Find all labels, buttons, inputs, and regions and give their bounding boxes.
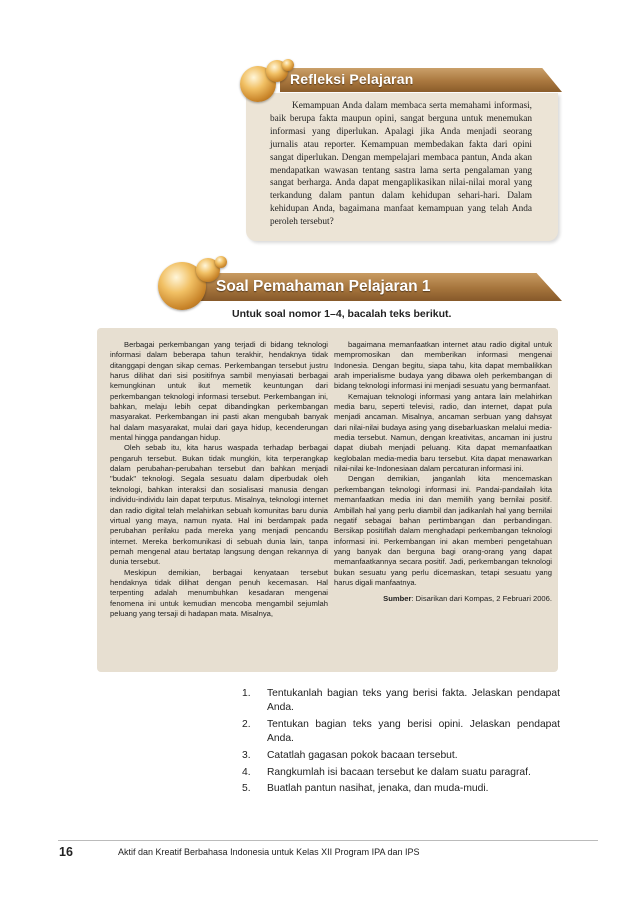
- question-item: [242, 782, 560, 796]
- question-text: Rangkumlah isi bacaan tersebut ke dalam suatu paragraf.: [267, 766, 531, 778]
- question-text: Tentukanlah bagian teks yang berisi fakta. Jelaskan pendapat Anda.: [267, 688, 560, 713]
- question-number: 5.: [242, 783, 251, 795]
- reading-paragraph: bagaimana memanfaatkan internet atau radio digital untuk mempromosikan dan memberikan informasi mengenai Indonesia. Dengan begitu, siapa tahu, kita dapat membalikkan arah imperialisme budaya yang dibawa oleh perkembangan di bidang teknologi informasi ini menjadi sesuatu yang bermanfaat.: [334, 340, 552, 391]
- reading-column-left: [110, 340, 328, 619]
- question-item: [242, 718, 560, 746]
- reading-paragraph: Dengan demikian, janganlah kita mencemaskan perkembangan teknologi informasi ini. Pandai-pandailah kita memanfaatkan media ini dan memilih yang bernilai positif. Ambillah hal yang perlu diambil dan jadikanlah hal yang bernilai negatif sebagai bahan pertimbangan dan perbandingan. Bersikap positiflah dalam menghadapi perkembangan teknologi informasi ini. Perkembangan ini akan memberi pengetahuan yang banyak dan berguna bagi orang-orang yang dapat memanfaatkannya secara positif. Jadi, perkembangan teknologi bukan sesuatu yang perlu dicemaskan, tetapi sesuatu yang harus digali manfaatnya.: [334, 474, 552, 587]
- soal-instruction: Untuk soal nomor 1–4, bacalah teks berikut.: [232, 308, 452, 320]
- question-number: 1.: [242, 688, 251, 699]
- question-item: [242, 749, 560, 763]
- source-label: Sumber: [383, 594, 412, 604]
- question-text: Buatlah pantun nasihat, jenaka, dan muda-mudi.: [267, 783, 489, 795]
- reading-source: [334, 594, 552, 604]
- reading-paragraph: Kemajuan teknologi informasi yang antara lain melahirkan media baru, seperti televisi, radio, dan internet, dapat pula menjadi ancaman. Misalnya, ancaman serbuan yang dahsyat dari nilai-nilai budaya asing yang disebarluaskan melalui media-media tersebut. Namun, dengan kreativitas, ancaman ini justru dapat diubah menjadi peluang. Kita dapat memanfaatkan keglobalan media-media baru tersebut. Kita dapat menawarkan nilai-nilai ke-Indonesiaan dalam percaturan informasi ini.: [334, 391, 552, 474]
- question-item: [242, 766, 560, 780]
- question-number: 3.: [242, 749, 251, 761]
- question-number: 2.: [242, 718, 251, 730]
- reading-paragraph: Berbagai perkembangan yang terjadi di bidang teknologi informasi dalam beberapa tahun terakhir, hendaknya tidak ditanggapi dengan sikap cemas. Perkembangan tersebut justru harus dilihat dari sisi positifnya sambil menyiasati berbagai kemungkinan untuk ikut memetik keuntungan dari perkembangan teknologi informasi tersebut. Perkembangan ini, bahkan, melaju lebih cepat dibandingkan perkembangan masyarakat. Perkembangan ini pasti akan mengubah banyak hal dalam masyarakat, mulai dari gaya hidup, kecenderungan mental hingga pandangan hidup.: [110, 340, 328, 443]
- footer-divider: [58, 840, 598, 841]
- source-text: : Disarikan dari Kompas, 2 Februari 2006.: [411, 594, 552, 604]
- decorative-circle-small: [282, 59, 294, 71]
- question-list: [242, 687, 560, 799]
- page-number: 16: [59, 845, 73, 859]
- question-text: Tentukan bagian teks yang berisi opini. Jelaskan pendapat Anda.: [267, 718, 560, 744]
- reading-paragraph: Oleh sebab itu, kita harus waspada terhadap berbagai pengaruh tersebut. Bukan tidak mungkin, kita terperangkap dalam perubahan-perubahan tersebut dan bahkan menjadi "budak" teknologi. Segala sesuatu dalam diperbudak oleh teknologi, bahkan interaksi dan sosialisasi manusia dengan individu-individu lain dapat terputus. Misalnya, teknologi internet dan radio digital telah melahirkan sebuah komunitas baru dunia virtual yang maya, namun nyata. Hal ini berdampak pada perubahan perilaku pada mereka yang menjadi pencandu internet. Mereka berkomunikasi di sebuah dunia lain, tanpa pernah mengenal atau bertatap langsung dengan rekannya di dunia tersebut.: [110, 443, 328, 567]
- reading-paragraph: Meskipun demikian, berbagai kenyataan tersebut hendaknya tidak dilihat dengan penuh kecemasan. Hal terpenting adalah menumbuhkan kesadaran mengenai fenomena ini untuk kemudian mencoba mengambil sejumlah peluang yang tersaji di hadapan mata. Misalnya,: [110, 567, 328, 618]
- refleksi-text: Kemampuan Anda dalam membaca serta memahami informasi, baik berupa fakta maupun opini, sangat berguna untuk menemukan informasi yang diperlukan. Apalagi jika Anda menjadi seorang jurnalis atau reporter. Kemampuan membedakan fakta dari opini sangat diperlukan. Dengan mempelajari membaca pantun, Anda akan mendapatkan wawasan tentang sastra lama serta pengalaman yang sangat berharga. Anda dapat mengaplikasikan nilai-nilai moral yang terkandung dalam pantun dalam kehidupan sehari-hari. Dalam kehidupan Anda, bagaimana manfaat kemampuan yang telah Anda peroleh tersebut?: [270, 101, 532, 228]
- question-text: Catatlah gagasan pokok bacaan tersebut.: [267, 749, 458, 761]
- question-number: 4.: [242, 766, 251, 778]
- reading-column-right: [334, 340, 552, 605]
- question-item: [242, 687, 560, 715]
- soal-title: Soal Pemahaman Pelajaran 1: [216, 278, 431, 295]
- footer-book-title: Aktif dan Kreatif Berbahasa Indonesia untuk Kelas XII Program IPA dan IPS: [118, 847, 420, 857]
- refleksi-title: Refleksi Pelajaran: [290, 71, 414, 87]
- decorative-circle-small: [215, 256, 227, 268]
